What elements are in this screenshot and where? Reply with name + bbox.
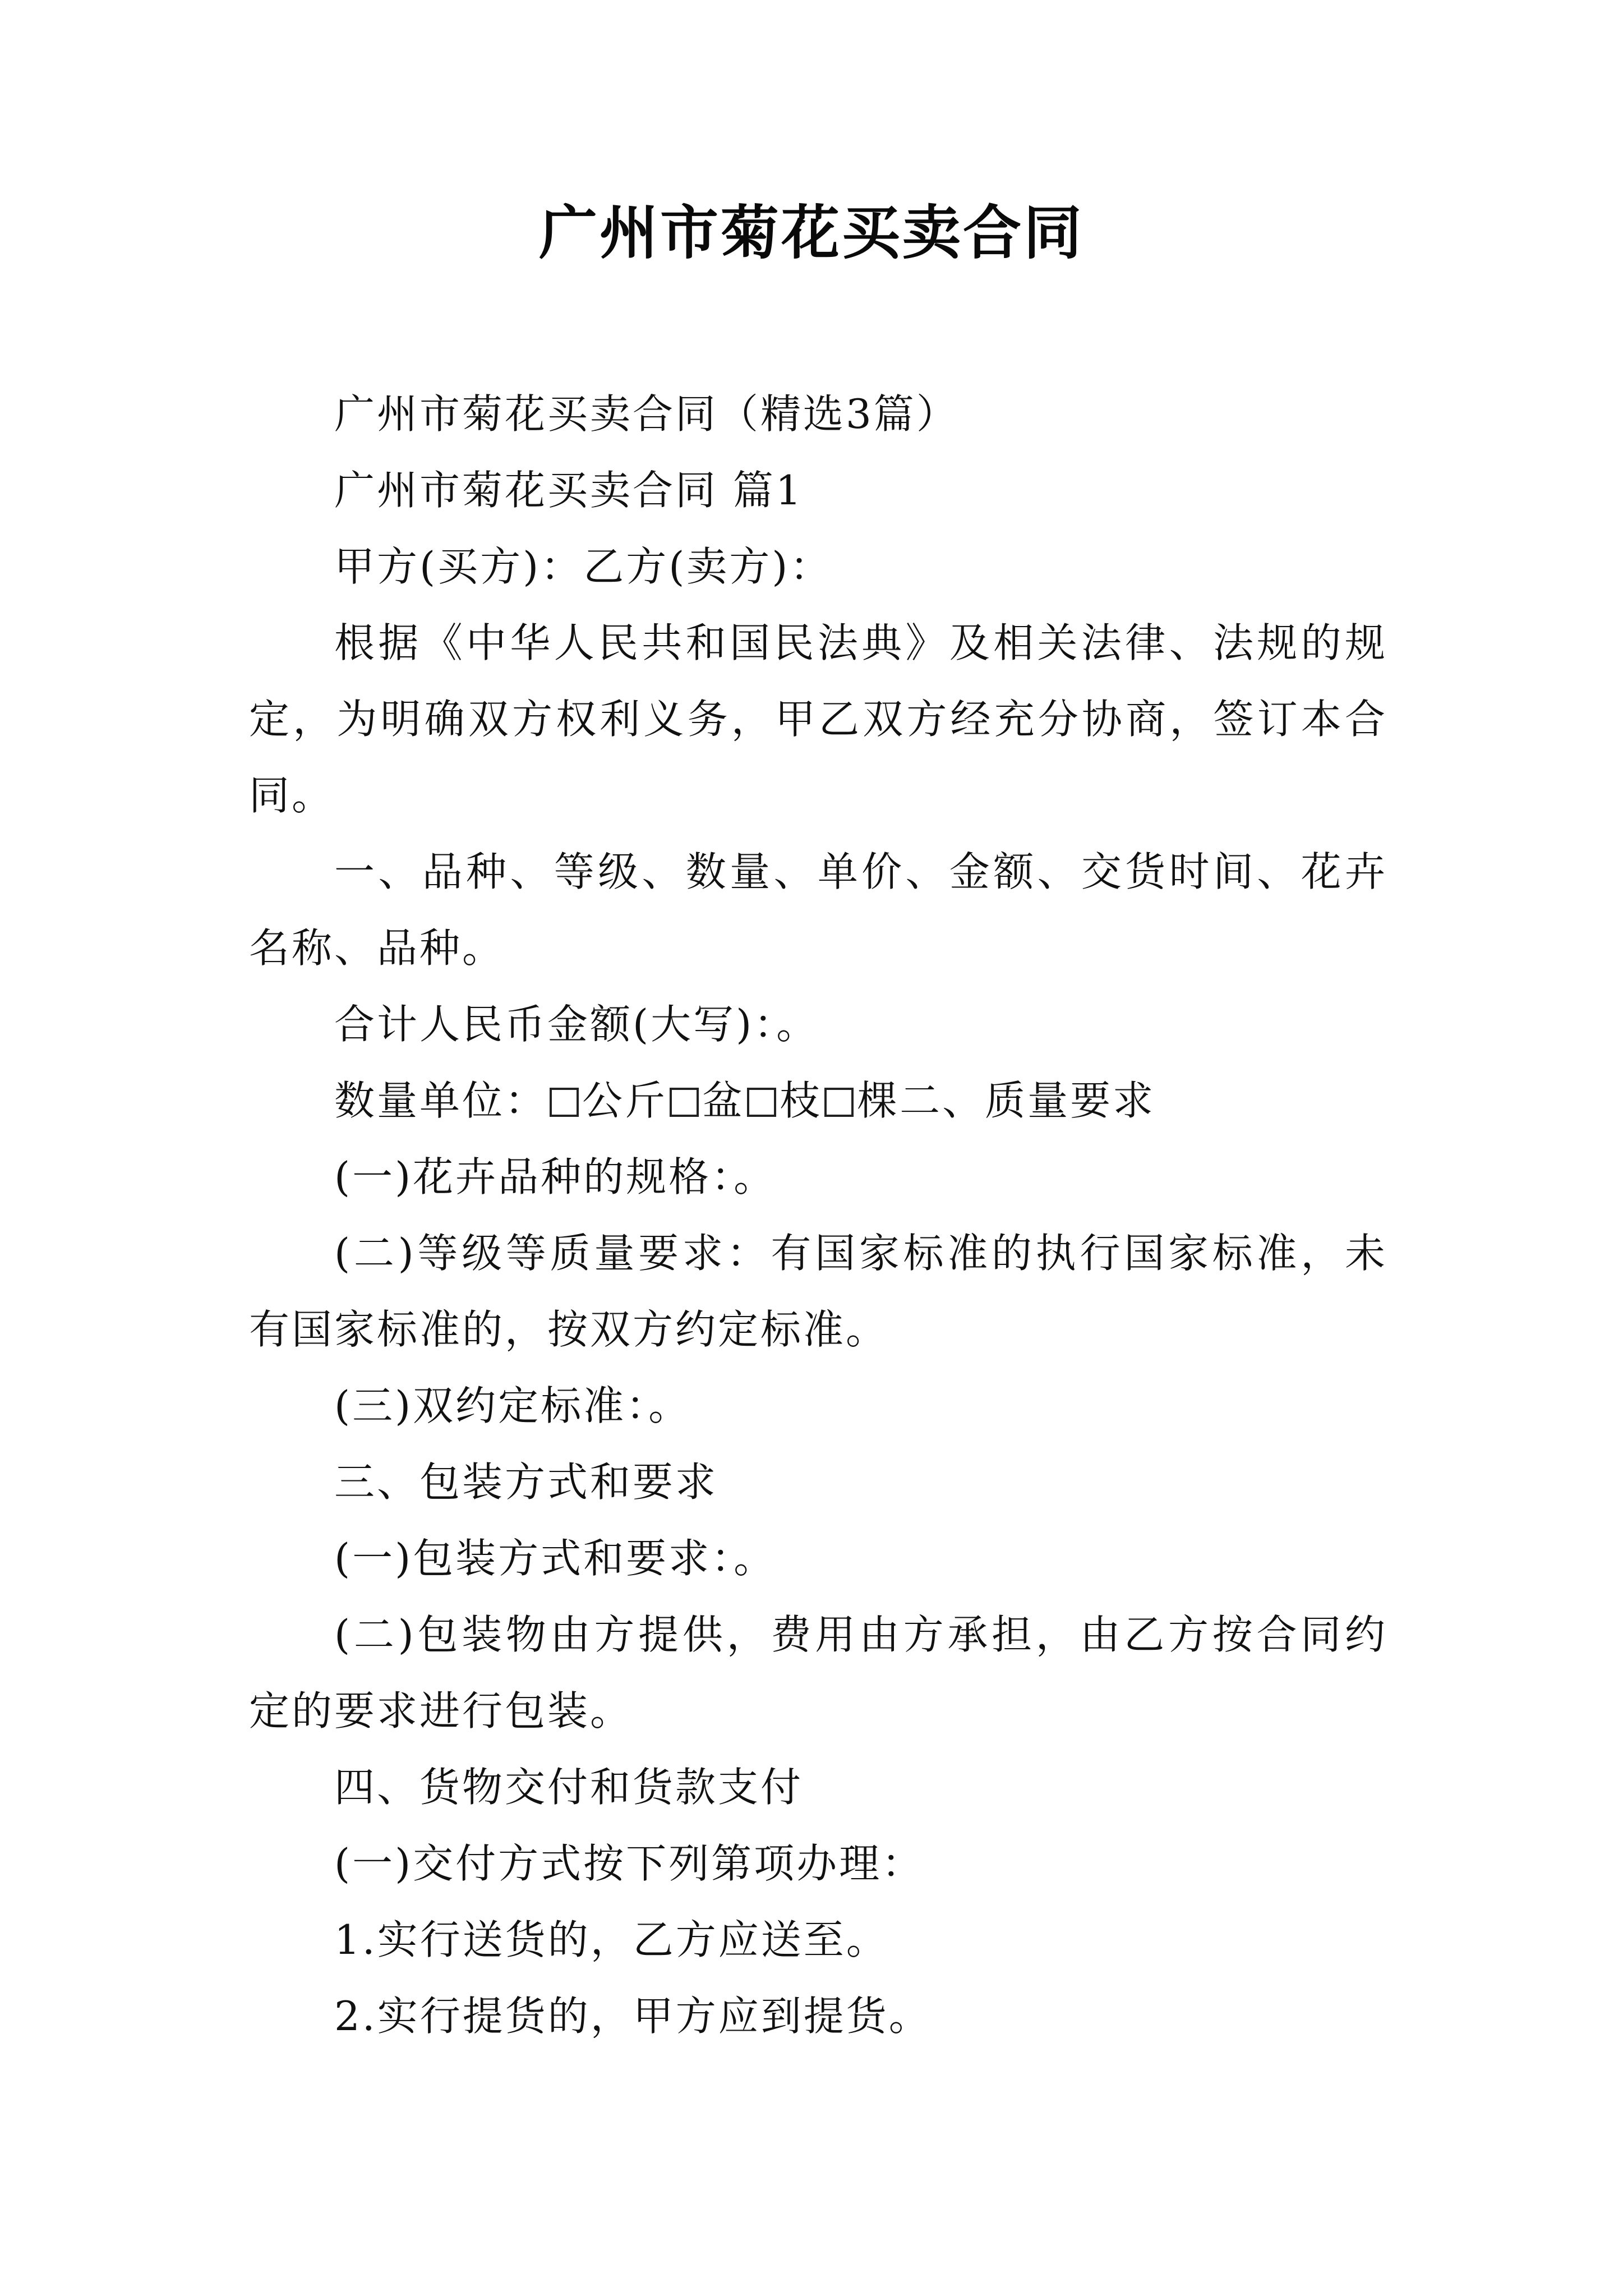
- clause-3-title: 三、包装方式和要求: [334, 1458, 718, 1506]
- parties-line: [249, 528, 1387, 605]
- quantity-unit-line: [249, 1062, 1387, 1139]
- quality-item-2: (二)等级等质量要求：有国家标准的执行国家标准，未有国家标准的，按双方约定标准。: [249, 1230, 1387, 1353]
- section-heading: 广州市菊花买卖合同 篇1: [334, 467, 804, 514]
- delivery-subitem-1: 1.实行送货的，乙方应送至。: [334, 1916, 889, 1963]
- packaging-item-2: (二)包装物由方提供，费用由方承担，由乙方按合同约定的要求进行包装。: [249, 1611, 1387, 1734]
- preamble-paragraph: 根据《中华人民共和国民法典》及相关法律、法规的规定，为明确双方权利义务，甲乙双方经充分协商，签订本合同。: [249, 619, 1387, 819]
- unit-option-pot: 盆: [702, 1077, 745, 1124]
- delivery-subitem-2: 2.实行提货的，甲方应到提货。: [334, 1993, 932, 2040]
- unit-checkbox-kg[interactable]: [550, 1088, 579, 1117]
- unit-checkbox-pot[interactable]: [670, 1088, 699, 1117]
- clause-2-title: 二、质量要求: [900, 1077, 1156, 1124]
- quality-item-3: (三)双约定标准：。: [334, 1382, 691, 1429]
- unit-checkbox-plant[interactable]: [824, 1088, 854, 1117]
- seller-label: 乙方(卖方)：: [583, 543, 833, 590]
- unit-option-kg: 公斤: [582, 1077, 668, 1124]
- unit-checkbox-stem[interactable]: [747, 1088, 776, 1117]
- packaging-item-1: (一)包装方式和要求：。: [334, 1535, 777, 1582]
- delivery-item-1: (一)交付方式按下列第项办理：: [334, 1840, 925, 1887]
- total-amount-line: 合计人民币金额(大写)：。: [334, 1001, 819, 1048]
- unit-option-stem: 枝: [780, 1077, 823, 1124]
- buyer-label: 甲方(买方)：: [334, 543, 584, 590]
- quantity-unit-label: 数量单位：: [334, 1077, 548, 1124]
- clause-1-title: 一、品种、等级、数量、单价、金额、交货时间、花卉名称、品种。: [249, 848, 1387, 972]
- document-title: 广州市菊花买卖合同: [538, 199, 1084, 267]
- document-body: [249, 376, 1387, 2054]
- document-subtitle: 广州市菊花买卖合同（精选3篇）: [334, 390, 959, 438]
- quality-item-1: (一)花卉品种的规格：。: [334, 1153, 777, 1200]
- unit-option-plant: 棵: [857, 1077, 900, 1124]
- clause-4-title: 四、货物交付和货款支付: [334, 1764, 804, 1811]
